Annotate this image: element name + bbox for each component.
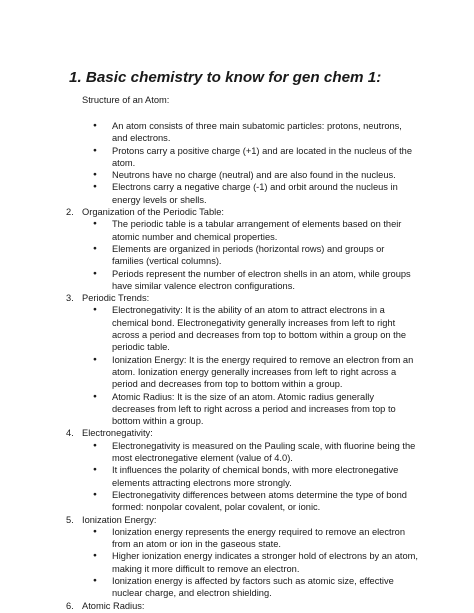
section-atomic-radius xyxy=(0,600,474,612)
list-item: ● Ionization energy is affected by factors such as atomic size, effective nuclear charge, and electron shielding. xyxy=(0,575,418,600)
section-number: 2. xyxy=(66,207,74,218)
section-bullet-list xyxy=(0,218,474,292)
section-heading xyxy=(0,427,474,439)
section-ionization-energy xyxy=(0,514,474,600)
section-number: 6. xyxy=(66,600,74,611)
section-heading-text: Organization of the Periodic Table: xyxy=(82,207,224,218)
list-item: ● Protons carry a positive charge (+1) and are located in the nucleus of the atom. xyxy=(0,145,418,170)
section-number: 3. xyxy=(66,293,74,304)
list-item: ● Electronegativity differences between atoms determine the type of bond formed: nonpolar covalent, polar covalent, or ionic. xyxy=(0,489,418,514)
intro-heading: Structure of an Atom: xyxy=(82,95,170,105)
list-item: ● Higher ionization energy indicates a stronger hold of electrons by an atom, making it more difficult to remove an electron. xyxy=(0,550,418,575)
list-item: ● Ionization energy represents the energy required to remove an electron from an atom or ion in the gaseous state. xyxy=(0,526,418,551)
section-periodic-trends xyxy=(0,292,474,427)
list-item: ● Periods represent the number of electron shells in an atom, while groups have similar valence electron configurations. xyxy=(0,268,418,293)
section-periodic-table xyxy=(0,206,474,292)
section-heading-text: Electronegativity: xyxy=(82,428,153,439)
list-item: ● Electrons carry a negative charge (-1) and orbit around the nucleus in energy levels or shells. xyxy=(0,181,418,206)
list-item: ● It influences the polarity of chemical bonds, with more electronegative elements attracting electrons more strongly. xyxy=(0,464,418,489)
section-heading-text: Periodic Trends: xyxy=(82,293,150,304)
list-item: ● Neutrons have no charge (neutral) and are also found in the nucleus. xyxy=(0,169,418,181)
section-bullet-list xyxy=(0,440,474,514)
list-item: ● Elements are organized in periods (horizontal rows) and groups or families (vertical columns). xyxy=(0,243,418,268)
section-heading xyxy=(0,514,474,526)
page-title: 1. Basic chemistry to know for gen chem 1: xyxy=(69,69,382,86)
section-heading xyxy=(0,292,474,304)
list-item: ● An atom consists of three main subatomic particles: protons, neutrons, and electrons. xyxy=(0,120,418,145)
section-bullet-list xyxy=(0,304,474,427)
intro-bullet-list xyxy=(0,120,474,206)
list-item: ● Atomic Radius: It is the size of an atom. Atomic radius generally decreases from left to right across a period and increases from top to bottom within a group. xyxy=(0,391,418,428)
section-heading xyxy=(0,600,474,612)
section-number: 4. xyxy=(66,428,74,439)
section-heading xyxy=(0,206,474,218)
section-bullet-list xyxy=(0,526,474,600)
list-item: ● The periodic table is a tabular arrangement of elements based on their atomic number and chemical properties. xyxy=(0,218,418,243)
list-item: ● Electronegativity: It is the ability of an atom to attract electrons in a chemical bond. Electronegativity generally increases from left to right across a period and decreases from top to bottom within a group on the periodic table. xyxy=(0,304,418,353)
section-electronegativity xyxy=(0,427,474,513)
section-number: 5. xyxy=(66,514,74,525)
section-heading-text: Atomic Radius: xyxy=(82,600,145,611)
list-item: ● Ionization Energy: It is the energy required to remove an electron from an atom. Ionization energy generally increases from left to right across a period and decreases from top to bottom within a group. xyxy=(0,354,418,391)
list-item: ● Electronegativity is measured on the Pauling scale, with fluorine being the most electronegative element (value of 4.0). xyxy=(0,440,418,465)
section-heading-text: Ionization Energy: xyxy=(82,514,157,525)
document-content xyxy=(0,120,474,612)
